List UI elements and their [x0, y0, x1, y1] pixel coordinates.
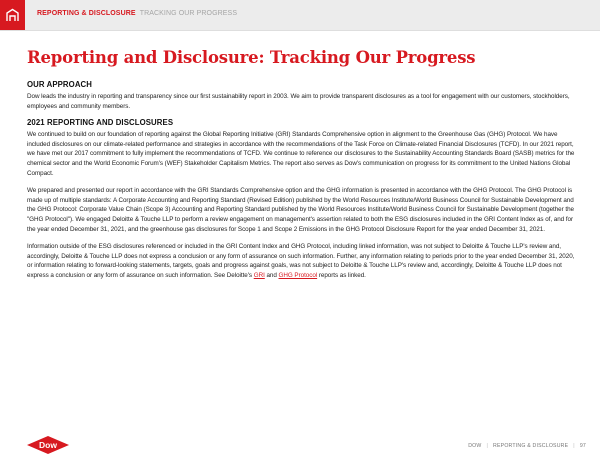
- page-number: 97: [579, 443, 586, 449]
- disclosures-paragraph-2: We prepared and presented our report in accordance with the GRI Standards Comprehensive option and the GHG information is presented in accordance with the GHG Protocol. The GHG Protocol is made up of multiple standards: A Corporate Accounting and Reporting Standard (Revised Edition) published by the World Resources Institute/World Business Council for Sustainable Development and the GHG Protocol: Corporate Value Chain (Scope 3) Accounting and Reporting Standard published by the World Resources Institute/World Business Council for Sustainable Development (together the "GHG Protocol"). We engaged Deloitte & Touche LLP to perform a review engagement on management's assertion related to both the ESG disclosures included in the GRI Content Index as of, and for the year ended December 31, 2021, and the greenhouse gas disclosures for Scope 1 and Scope 2 Emissions in the GHG Protocol Disclosure Report for the year ended December 31, 2021.: [27, 187, 574, 233]
- section-heading-disclosures: 2021 REPORTING AND DISCLOSURES: [27, 118, 174, 128]
- breadcrumb-next[interactable]: TRACKING OUR PROGRESS: [139, 10, 238, 17]
- disclosures-paragraph-3: [27, 242, 575, 280]
- dow-logo: [27, 436, 69, 454]
- top-bar: [0, 0, 600, 31]
- breadcrumb: [37, 10, 237, 17]
- ghg-protocol-report-link[interactable]: GHG Protocol: [278, 271, 318, 279]
- page-title: Reporting and Disclosure: Tracking Our Progress: [27, 48, 476, 67]
- disclosures-paragraph-1: We continued to build on our foundation of reporting against the Global Reporting Initiative (GRI) Standards Comprehensive option in alignment to the Greenhouse Gas (GHG) Protocol. We have included disclosures on our climate-related performance and strategies in accordance with the recommendations of the Task Force on Climate-related Financial Disclosures (TCFD). In our 2021 report, we have met our 2017 commitment to fully implement the recommendations of TCFD. We continue to reference our disclosures to the Sustainability Accounting Standards Board (SASB) metrics for the chemical sector and the World Economic Forum's (WEF) Stakeholder Capitalism Metrics. The report also serves as Dow's communication on progress for its commitment to the United Nations Global Compact.: [27, 131, 575, 177]
- approach-paragraph: Dow leads the industry in reporting and transparency since our first sustainability report in 2003. We aim to provide transparent disclosures as a tool for engagement with our customers, stockholders, employees and community members.: [27, 93, 570, 110]
- paragraph-3-text: Information outside of the ESG disclosures referenced or included in the GRI Content Index and GHG Protocol, including linked information, was not subject to Deloitte & Touche LLP's review and, accordingly, Deloitte & Touche LLP does not express a conclusion or any form of assurance on such information. Further, any information relating to periods prior to the year ended December 31, 2020, or information relating to forward-looking statements, targets, goals and progress against goals, was not subject to Deloitte & Touche LLP's review and, accordingly, Deloitte & Touche LLP does not express a conclusion or any form of assurance on such information. See Deloitte's: [27, 243, 575, 279]
- footer: DOW | REPORTING & DISCLOSURE | 97: [468, 443, 586, 449]
- dow-logo-text: Dow: [39, 440, 57, 450]
- home-icon[interactable]: [0, 0, 25, 30]
- main-content: [27, 48, 575, 281]
- section-heading-approach: OUR APPROACH: [27, 80, 93, 89]
- gri-report-link[interactable]: GRI: [253, 271, 265, 279]
- footer-company: DOW: [468, 443, 482, 449]
- breadcrumb-current[interactable]: REPORTING & DISCLOSURE: [37, 10, 136, 17]
- footer-section: REPORTING & DISCLOSURE: [493, 443, 569, 449]
- paragraph-3-mid: and: [264, 271, 279, 279]
- paragraph-3-end: reports as linked.: [317, 271, 366, 279]
